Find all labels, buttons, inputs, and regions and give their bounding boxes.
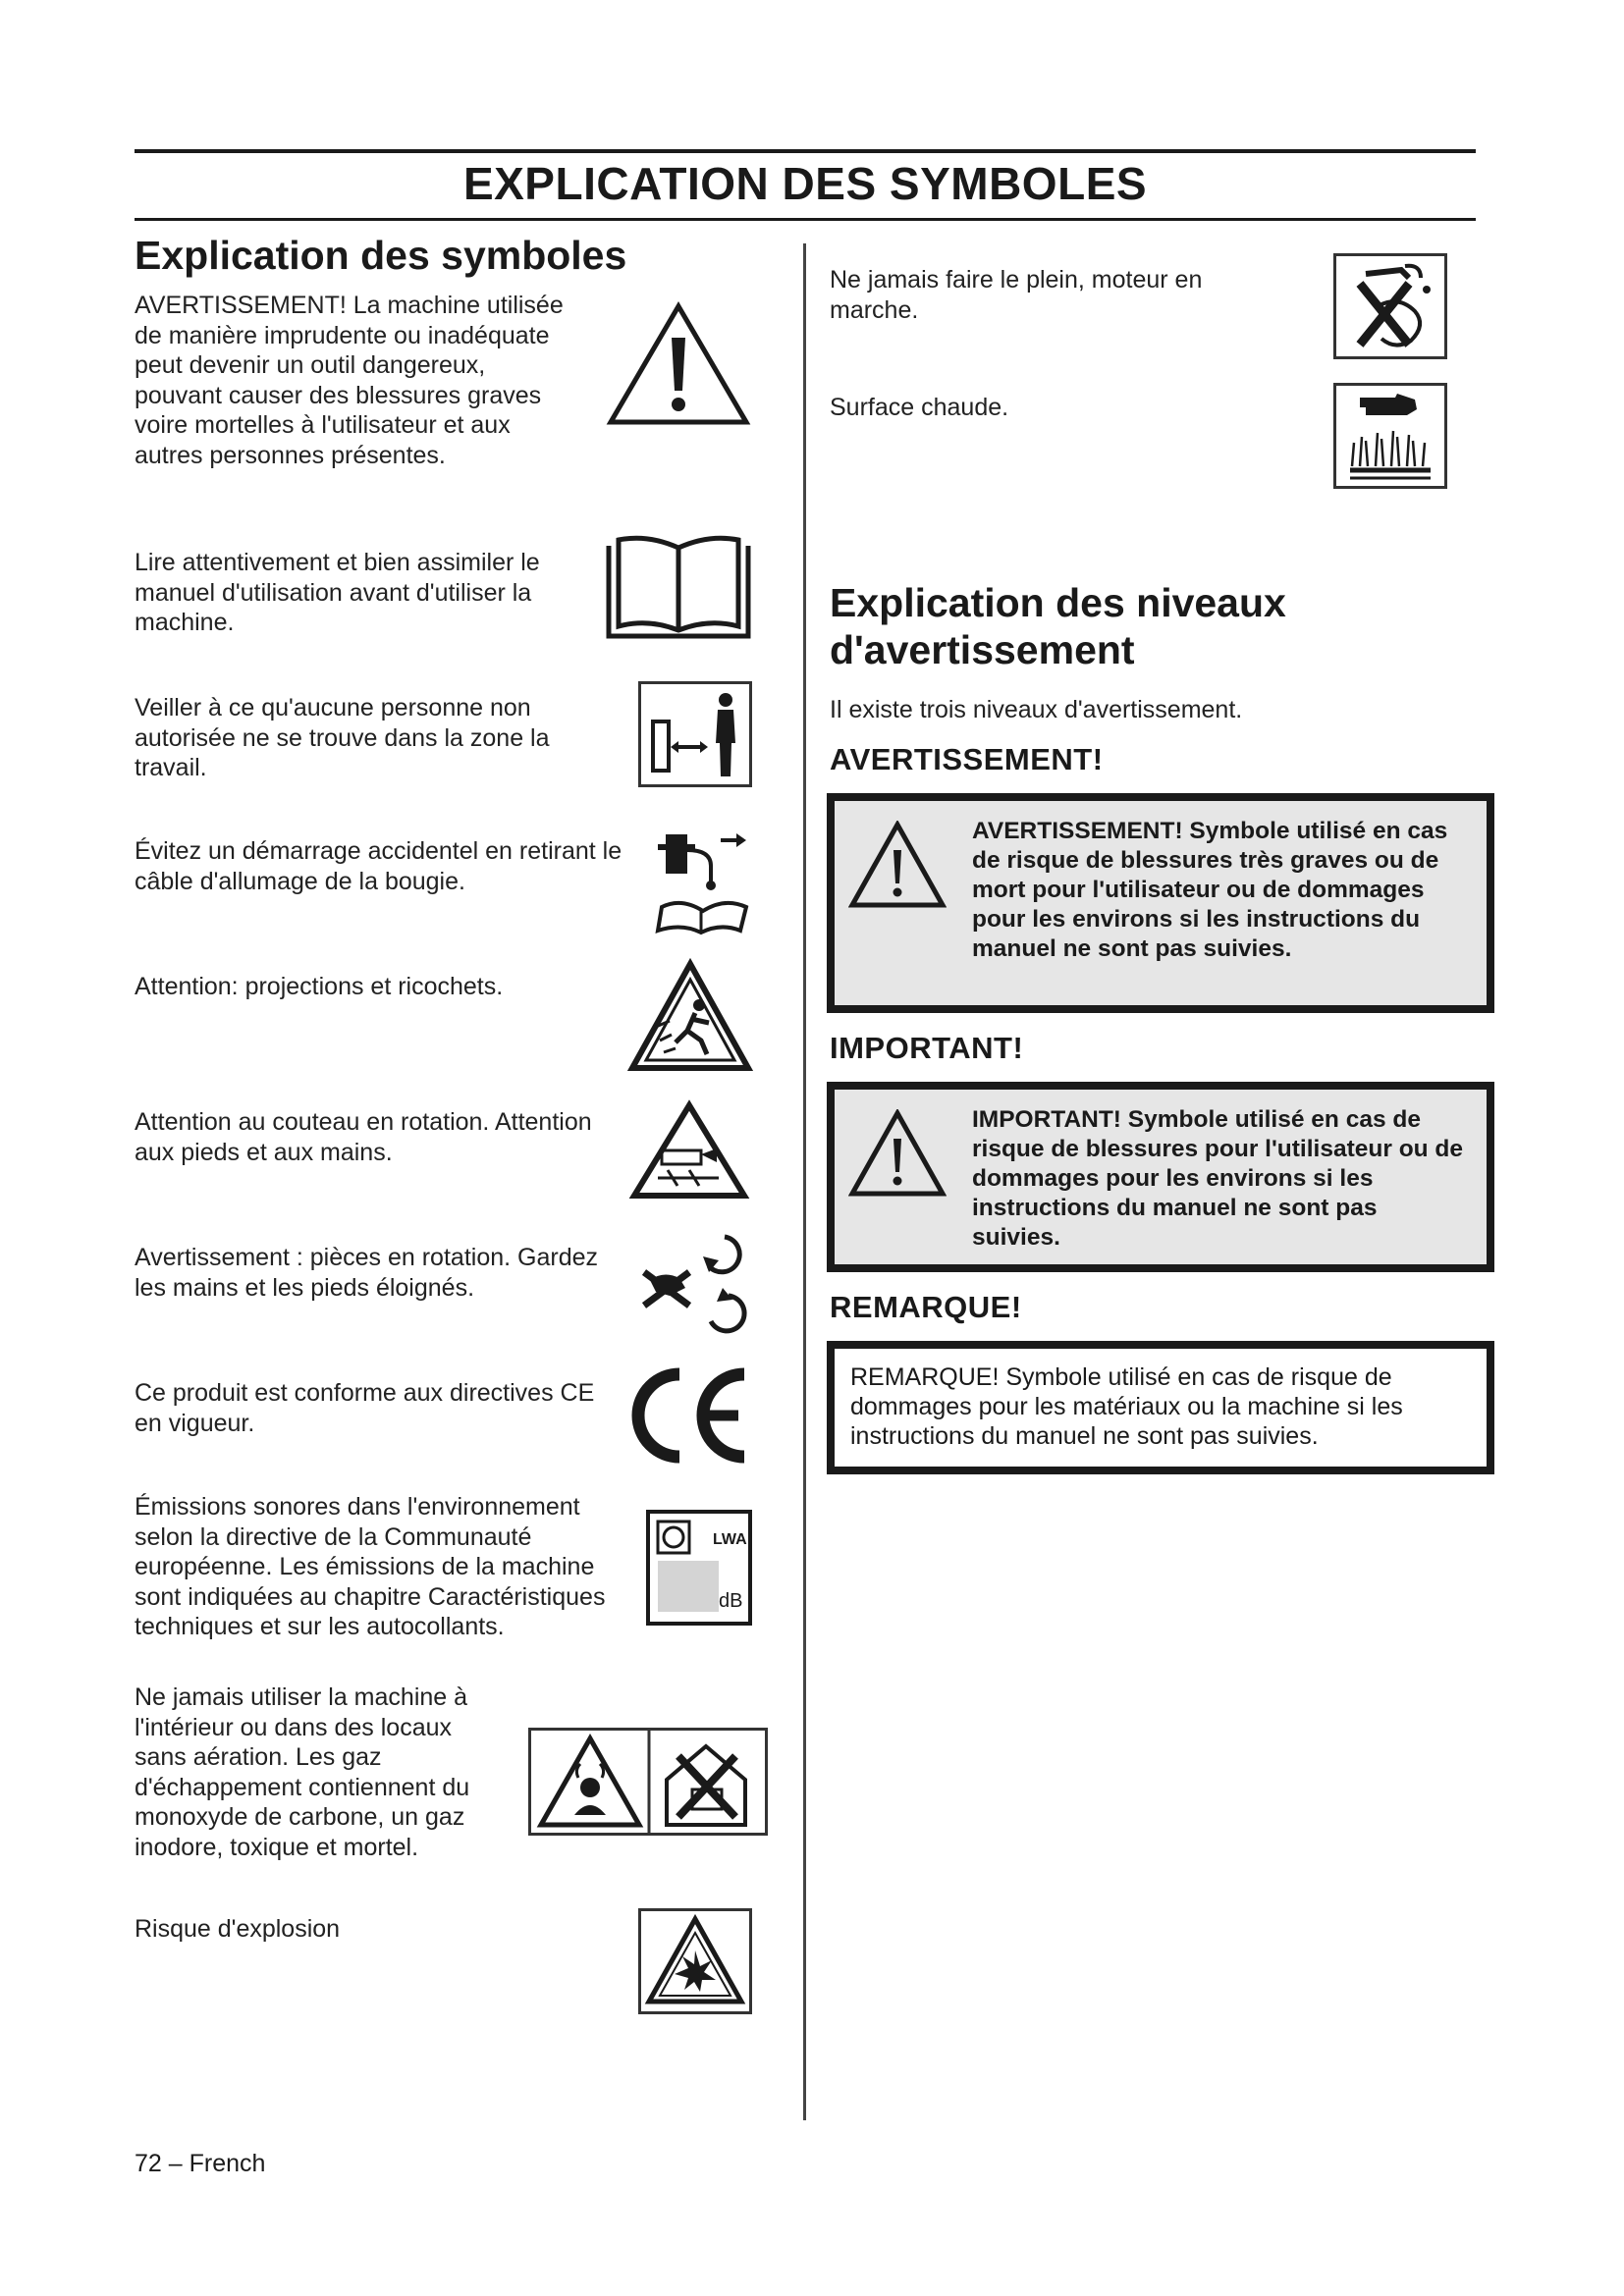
- warning-triangle-icon: [605, 300, 752, 428]
- symbol-text-rotating-parts: Avertissement : pièces en rotation. Gardez les mains et les pieds éloignés.: [135, 1244, 598, 1302]
- warning-box-text: AVERTISSEMENT! Symbole utilisé en cas de risque de blessures très graves ou de mort pour l'utilisateur ou de dommages pour les environs si les instructions du manuel ne sont pas suivies.: [972, 818, 1448, 962]
- symbol-text-manual: Lire attentivement et bien assimiler le manuel d'utilisation avant d'utiliser la machine.: [135, 549, 540, 636]
- page-title: EXPLICATION DES SYMBOLES: [462, 158, 1148, 209]
- header-bottom-rule: [135, 218, 1476, 221]
- symbol-text-warning: AVERTISSEMENT! La machine utilisée de manière imprudente ou inadéquate peut devenir un outil dangereux, pouvant causer des blessures graves voire mortelles à l'utilisateur et aux autres personnes présentes.: [135, 292, 564, 469]
- symbol-text-spark-plug: Évitez un démarrage accidentel en retirant le câble d'allumage de la bougie.: [135, 837, 623, 895]
- note-box-text: REMARQUE! Symbole utilisé en cas de risque de dommages pour les matériaux ou la machine si les instructions du manuel ne sont pas suivies.: [850, 1363, 1403, 1450]
- explosion-risk-icon: [638, 1908, 752, 2014]
- symbol-text-ce: Ce produit est conforme aux directives CE en vigueur.: [135, 1379, 595, 1437]
- safety-distance-icon: [638, 681, 752, 787]
- spark-plug-cable-icon: [652, 821, 754, 938]
- important-box-triangle-icon: [848, 1109, 947, 1200]
- column-divider: [803, 243, 806, 2120]
- noise-label-lwa: LWA: [713, 1531, 747, 1548]
- projectile-warning-icon: [626, 958, 754, 1074]
- symbol-text-projectiles: Attention: projections et ricochets.: [135, 973, 504, 1000]
- page-number: 72 – French: [135, 2150, 266, 2177]
- symbol-text-no-refuel: Ne jamais faire le plein, moteur en marche.: [830, 266, 1203, 324]
- levels-intro-text: Il existe trois niveaux d'avertissement.: [830, 696, 1243, 723]
- warning-box-avertissement: [827, 793, 1494, 1013]
- symbol-text-explosion: Risque d'explosion: [135, 1915, 341, 1943]
- note-box-remarque: [827, 1341, 1494, 1474]
- carbon-monoxide-icon: [528, 1728, 768, 1836]
- symbol-text-safety-zone: Veiller à ce qu'aucune personne non autorisée ne se trouve dans la zone la travail.: [135, 694, 550, 781]
- level-title-important: IMPORTANT!: [830, 1031, 1024, 1065]
- warning-box-triangle-icon: [848, 821, 947, 911]
- no-refuel-running-icon: [1333, 253, 1447, 359]
- noise-emission-icon: [646, 1510, 752, 1626]
- hot-surface-icon: [1333, 383, 1447, 489]
- symbol-text-hot-surface: Surface chaude.: [830, 394, 1009, 421]
- section-heading-levels: Explication des niveaux d'avertissement: [830, 580, 1286, 672]
- rotating-blade-icon: [628, 1099, 750, 1201]
- noise-label-db: dB: [719, 1590, 743, 1612]
- important-box-text: IMPORTANT! Symbole utilisé en cas de risque de blessures pour l'utilisateur ou de dommages pour les environs si les instructions du manuel ne sont pas suivies.: [972, 1106, 1464, 1251]
- symbol-text-carbon-monoxide: Ne jamais utiliser la machine à l'intérieur ou dans des locaux sans aération. Les gaz d'échappement contiennent du monoxyde de carbone, un gaz inodore, toxique et mortel.: [135, 1683, 470, 1861]
- warning-box-important: [827, 1082, 1494, 1272]
- symbol-text-noise: Émissions sonores dans l'environnement selon la directive de la Communauté européenne. Les émissions de la machine sont indiquées au chapitre Caractéristiques techniques et sur les autocollants.: [135, 1493, 606, 1640]
- open-book-icon: [603, 534, 754, 642]
- rotating-parts-icon: [630, 1227, 754, 1345]
- symbol-text-rotating-blade: Attention au couteau en rotation. Attention aux pieds et aux mains.: [135, 1108, 592, 1166]
- header-top-rule: [135, 149, 1476, 153]
- section-heading-symbols: Explication des symboles: [135, 233, 627, 278]
- level-title-remarque: REMARQUE!: [830, 1290, 1022, 1324]
- level-title-avertissement: AVERTISSEMENT!: [830, 742, 1104, 776]
- ce-mark-icon: [624, 1364, 752, 1467]
